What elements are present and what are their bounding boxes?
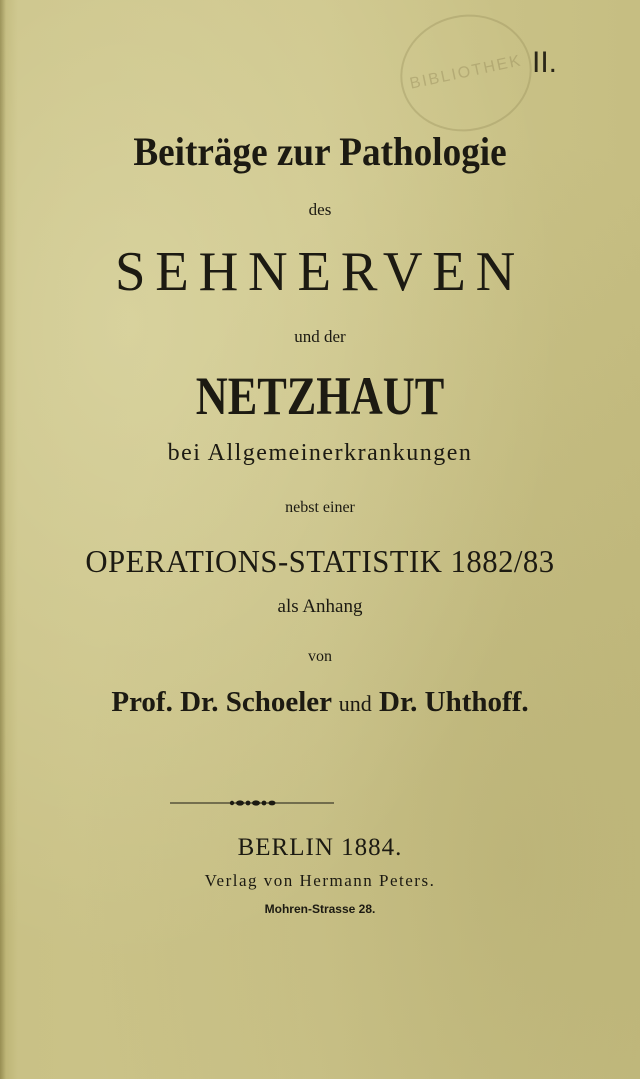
place-and-year: BERLIN 1884. (237, 834, 403, 861)
title-line-4: und der (294, 327, 346, 346)
author-1: Prof. Dr. Schoeler (111, 686, 332, 718)
shelf-mark: II. (532, 46, 558, 79)
ornamental-rule (170, 796, 334, 810)
page-edge-shadow (0, 0, 6, 1079)
author-2: Dr. Uhthoff. (379, 686, 529, 718)
publisher: Verlag von Hermann Peters. (204, 871, 436, 890)
statistics-heading: OPERATIONS-STATISTIK 1882/83 (85, 543, 555, 579)
library-stamp-text: BIBLIOTHEK (408, 52, 524, 93)
by-line: von (308, 648, 332, 665)
authors (0, 686, 640, 719)
title-line-1: Beiträge zur Pathologie (133, 129, 507, 174)
library-stamp (389, 3, 542, 144)
title-main-word: SEHNERVEN (114, 241, 526, 303)
appendix-note: als Anhang (277, 596, 363, 617)
subtitle: bei Allgemeinerkrankungen (167, 440, 473, 466)
publisher-address: Mohren-Strasse 28. (264, 902, 376, 916)
author-conjunction: und (338, 691, 372, 716)
title-line-7: nebst einer (285, 499, 355, 516)
title-line-2: des (308, 200, 332, 219)
title-second-word: NETZHAUT (195, 366, 445, 426)
rule-ornament (230, 800, 276, 805)
